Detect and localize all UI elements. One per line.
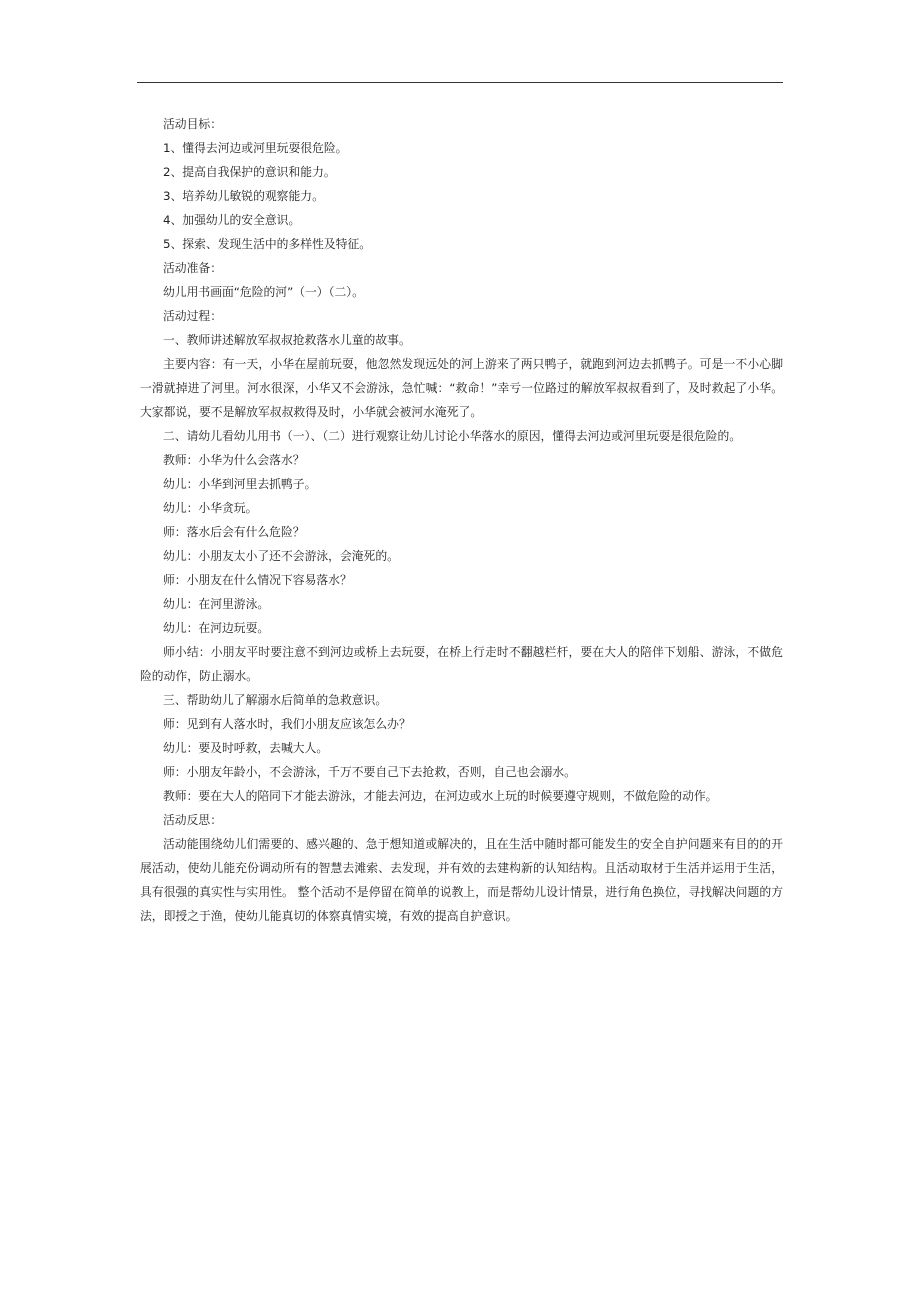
process-step-3: 三、帮助幼儿了解溺水后简单的急救意识。 xyxy=(163,693,388,707)
dialogue-line: 幼儿：小朋友太小了还不会游泳，会淹死的。 xyxy=(163,549,399,563)
dialogue-line: 幼儿：要及时呼救，去喊大人。 xyxy=(163,741,329,755)
section-heading-reflection: 活动反思： xyxy=(163,813,222,827)
goal-item-4: 4、加强幼儿的安全意识。 xyxy=(163,213,301,227)
goal-item-3: 3、培养幼儿敏锐的观察能力。 xyxy=(163,189,324,203)
section-heading-preparation: 活动准备： xyxy=(163,261,222,275)
dialogue-line: 师：落水后会有什么危险？ xyxy=(163,525,305,539)
goal-item-1: 1、懂得去河边或河里玩耍很危险。 xyxy=(163,141,348,155)
dialogue-line: 幼儿：小华贪玩。 xyxy=(163,501,258,515)
goal-item-5: 5、探索、发现生活中的多样性及特征。 xyxy=(163,237,372,251)
process-step-2: 二、请幼儿看幼儿用书（一）、（二）进行观察让幼儿讨论小华落水的原因，懂得去河边或河里玩耍是很危险的。 xyxy=(163,429,742,443)
goal-item-2: 2、提高自我保护的意识和能力。 xyxy=(163,165,336,179)
preparation-text: 幼儿用书画面“危险的河”（一）（二）。 xyxy=(163,285,364,299)
story-content: 主要内容：有一天，小华在屋前玩耍，他忽然发现远处的河上游来了两只鸭子，就跑到河边去抓鸭子。可是一不小心脚一滑就掉进了河里。河水很深，小华又不会游泳，急忙喊：“救命！”幸亏一位路过的解放军叔叔看到了，及时救起了小华。大家都说，要不是解放军叔叔救得及时，小华就会被河水淹死了。 xyxy=(140,357,783,419)
dialogue-line: 幼儿：在河边玩耍。 xyxy=(163,621,270,635)
dialogue-line: 教师：要在大人的陪同下才能去游泳，才能去河边，在河边或水上玩的时候要遵守规则，不做危险的动作。 xyxy=(163,789,718,803)
reflection-text: 活动能围绕幼儿们需要的、感兴趣的、急于想知道或解决的，且在生活中随时都可能发生的安全自护问题来有目的的开展活动，使幼儿能充份调动所有的智慧去滩索、去发现，并有效的去建构新的认知结构。且活动取材于生活并运用于生活，具有很强的真实性与实用性。 整个活动不是停留在简单的说教上，而是帮幼儿设计情景，进行角色换位，寻找解决问题的方法，即授之于渔，使幼儿能真切的体察真情实境，有效的提高自护意识。 xyxy=(140,837,783,923)
dialogue-line: 师：见到有人落水时，我们小朋友应该怎么办？ xyxy=(163,717,411,731)
teacher-summary: 师小结：小朋友平时要注意不到河边或桥上去玩耍，在桥上行走时不翻越栏杆，要在大人的陪伴下划船、游泳，不做危险的动作，防止溺水。 xyxy=(140,645,783,683)
section-heading-process: 活动过程： xyxy=(163,309,222,323)
dialogue-line: 幼儿：在河里游泳。 xyxy=(163,597,270,611)
document-body xyxy=(140,112,783,928)
dialogue-line: 幼儿：小华到河里去抓鸭子。 xyxy=(163,477,317,491)
section-heading-goals: 活动目标： xyxy=(163,117,222,131)
header-rule xyxy=(137,82,783,83)
dialogue-line: 师：小朋友在什么情况下容易落水？ xyxy=(163,573,352,587)
dialogue-line: 教师：小华为什么会落水？ xyxy=(163,453,305,467)
dialogue-line: 师：小朋友年龄小，不会游泳，千万不要自己下去抢救，否则，自己也会溺水。 xyxy=(163,765,576,779)
process-step-1: 一、教师讲述解放军叔叔抢救落水儿童的故事。 xyxy=(163,333,411,347)
